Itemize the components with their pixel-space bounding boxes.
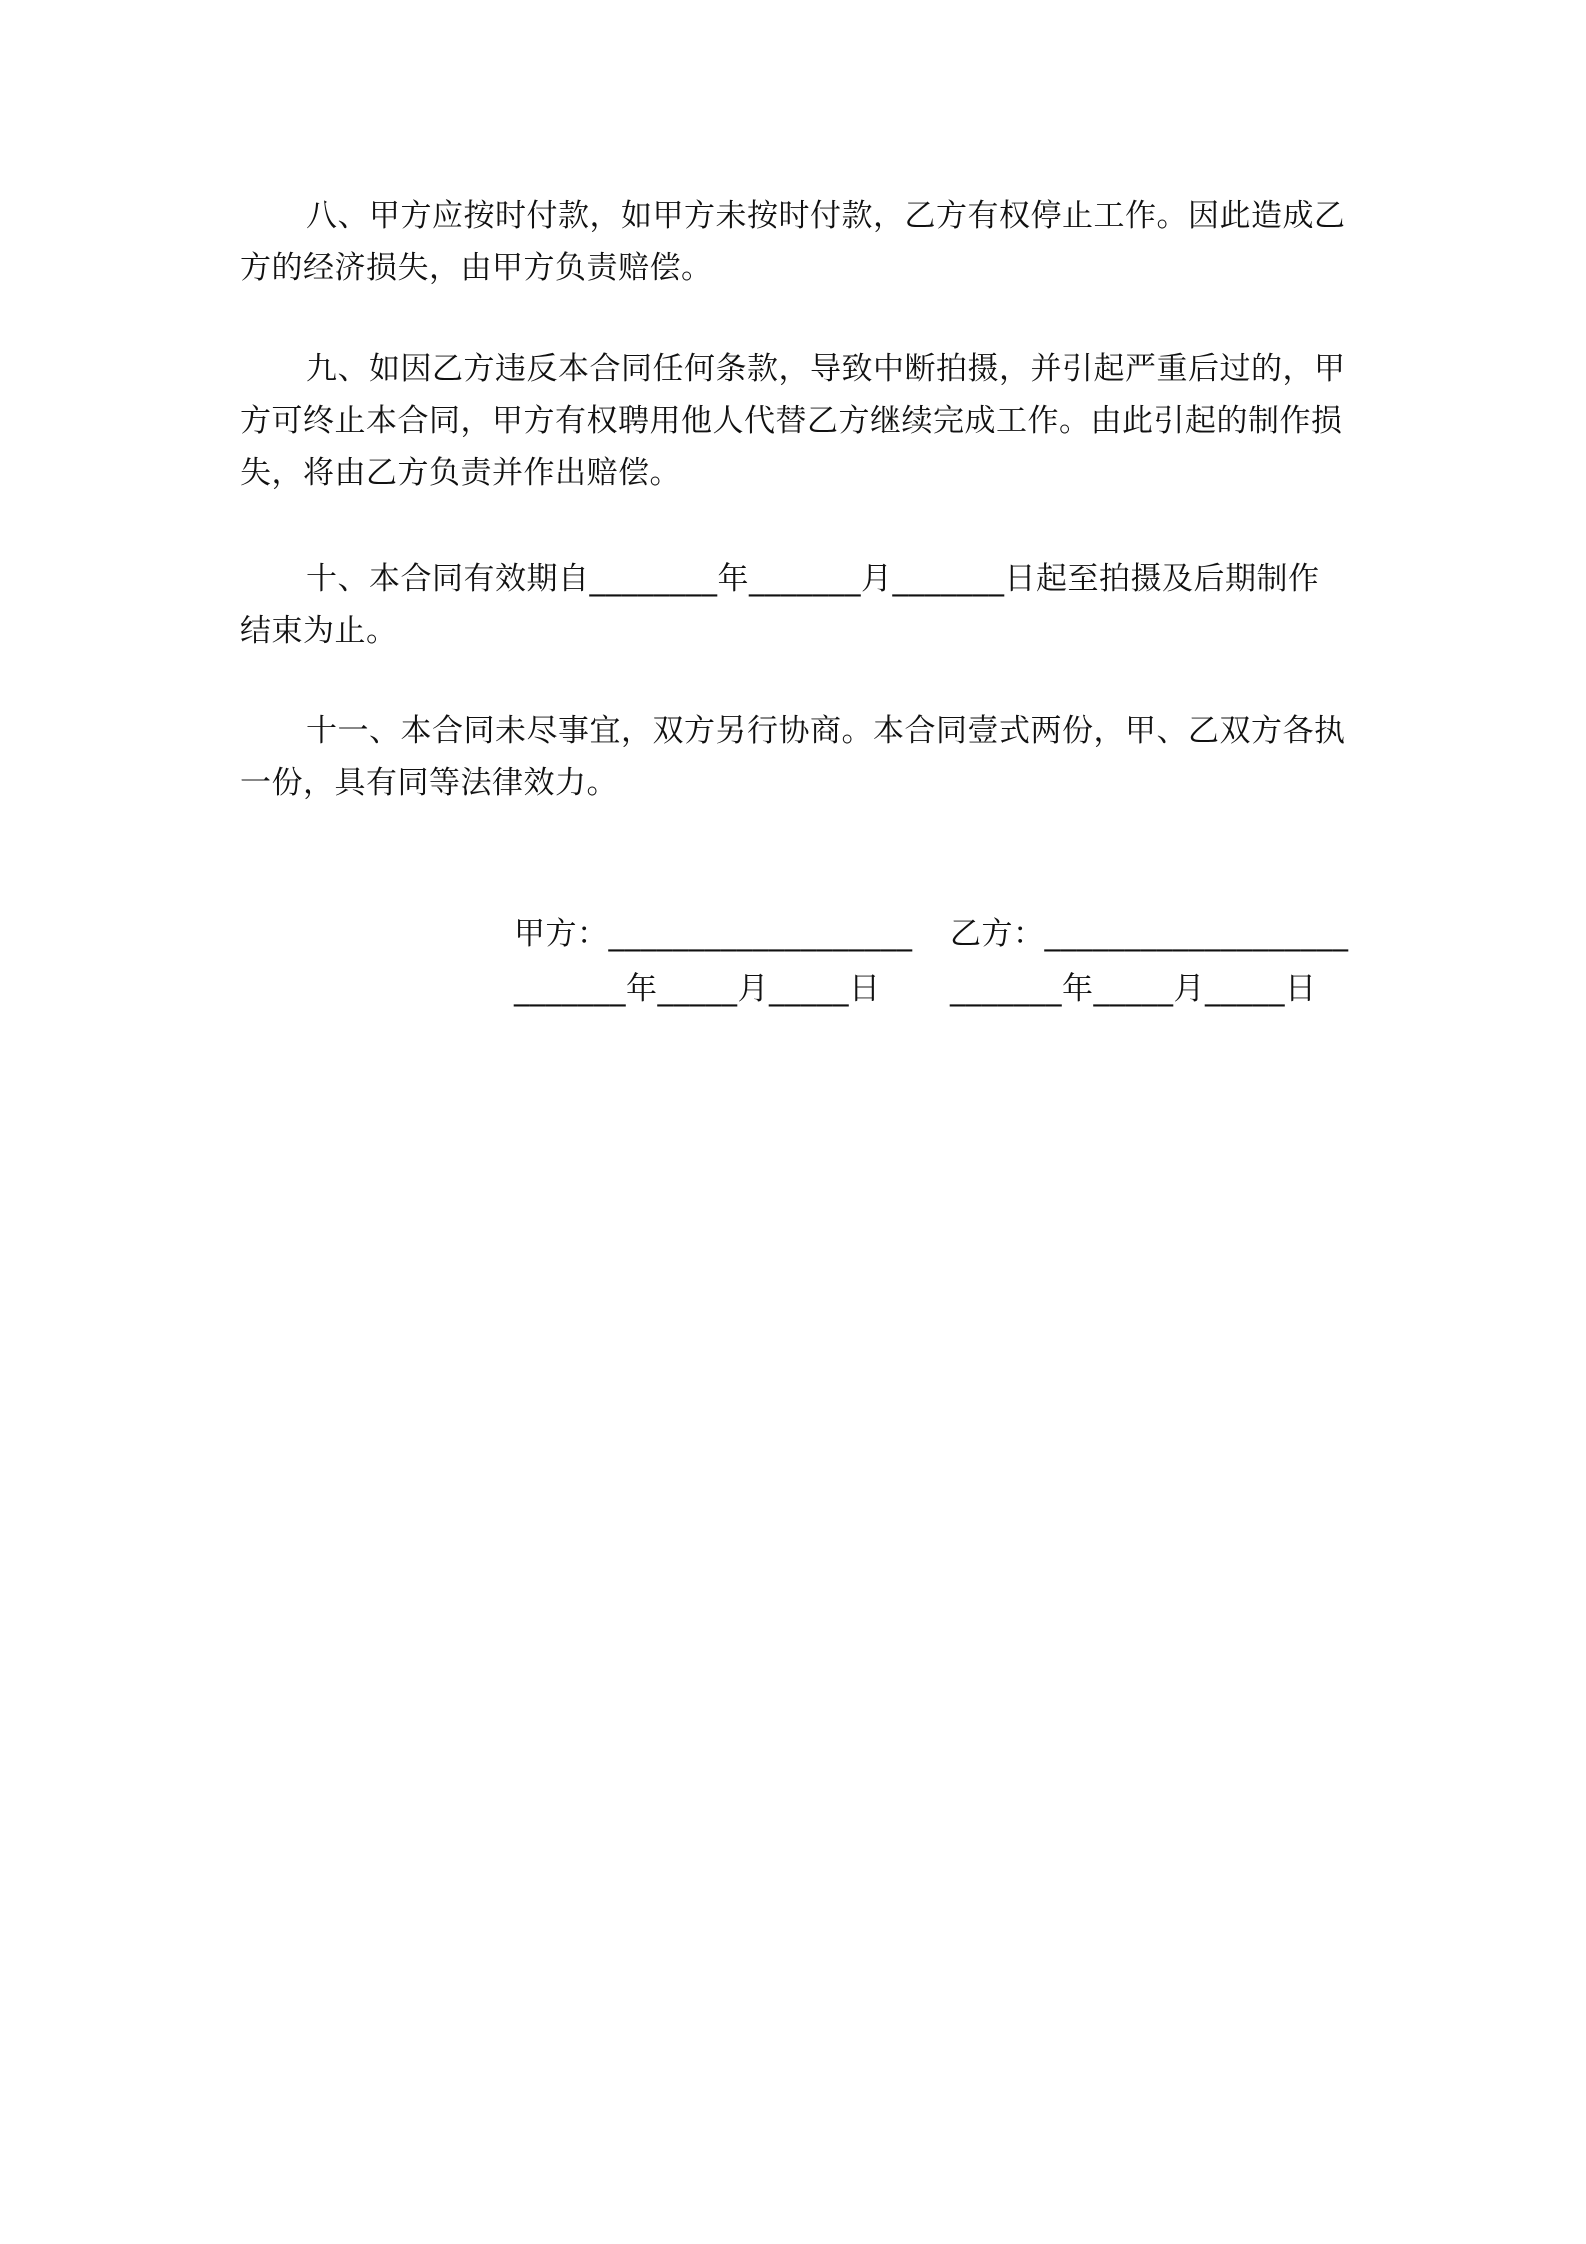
- party-b-date-line: _______年_____月_____日: [950, 971, 1317, 1007]
- party-a-date-line: _______年_____月_____日: [514, 971, 881, 1007]
- clause-9: 九、如因乙方违反本合同任何条款，导致中断拍摄，并引起严重后过的，甲方可终止本合同，甲方有权聘用他人代替乙方继续完成工作。由此引起的制作损失，将由乙方负责并作出赔偿。: [240, 351, 1346, 491]
- clause-10: 十、本合同有效期自________年_______月_______日起至拍摄及后期制作结束为止。: [240, 561, 1320, 649]
- party-a-signature-line: 甲方：___________________: [514, 916, 913, 952]
- clause-11: 十一、本合同未尽事宜，双方另行协商。本合同壹式两份，甲、乙双方各执一份，具有同等法律效力。: [240, 713, 1346, 801]
- clause-8: 八、甲方应按时付款，如甲方未按时付款，乙方有权停止工作。因此造成乙方的经济损失，由甲方负责赔偿。: [240, 198, 1346, 286]
- party-b-signature-line: 乙方：___________________: [950, 916, 1349, 952]
